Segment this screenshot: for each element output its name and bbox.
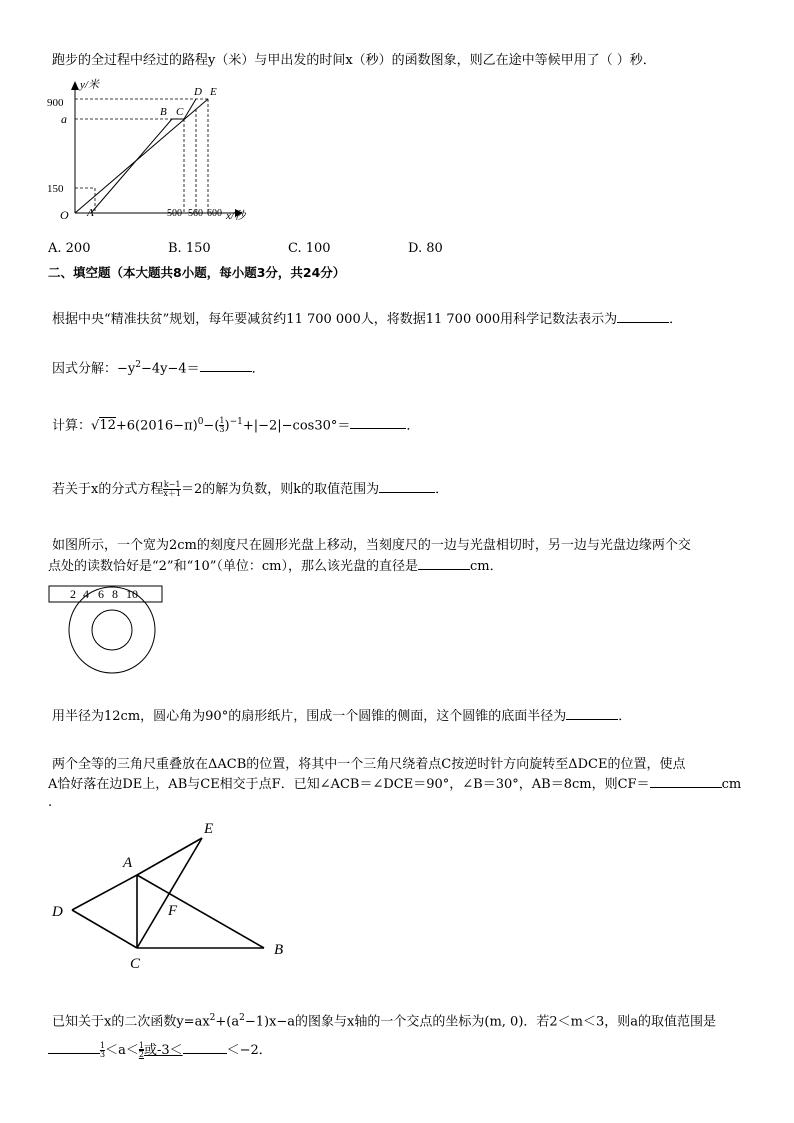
origin-label: O (60, 208, 69, 222)
distance-time-graph (40, 78, 270, 228)
tri-point-b: B (274, 942, 284, 958)
ruler-disc-figure (48, 584, 168, 694)
q7-line2-text: A恰好落在边DE上，AB与CE相交于点F．已知∠ACB＝∠DCE＝90°，∠B＝30°，AB＝8cm，则CF＝ (48, 777, 650, 792)
q8-post: −1)x−a的图象与x轴的一个交点的坐标为(m, 0)．若2＜m＜3，则a的取值范围是 (244, 1014, 717, 1030)
q2-exp: 2 (135, 360, 141, 370)
q8-frac-a: $\frac{1}{3}$ (100, 1041, 106, 1059)
question-3: 计算：$√12+6(2016-\pi)^0-$( $\frac{1}{3}$ )$^{-1}$+|−2|−cos30°＝ ． (52, 416, 420, 435)
q3-a: +6(2016−π) (115, 418, 198, 434)
answer-blank-3[interactable] (350, 416, 406, 429)
x-axis-label: x/秒 (226, 210, 245, 222)
q3-c-exp: −1 (229, 417, 243, 427)
answer-blank-5[interactable] (418, 557, 470, 570)
q8-exp1: 2 (209, 1013, 216, 1023)
point-b-label: B (160, 106, 167, 118)
question-1-text: 根据中央“精准扶贫”规划，每年要减贫约11 700 000人，将数据11 700 000用科学记数法表示为 (52, 312, 618, 327)
answer-blank-8b[interactable] (183, 1041, 227, 1054)
point-e-label: E (210, 86, 217, 98)
question-6: 用半径为12cm，圆心角为90°的扇形纸片，围成一个圆锥的侧面，这个圆锥的底面半径为 ． (52, 709, 632, 724)
y-tick-a: a (61, 112, 67, 126)
question-5-line1: 如图所示，一个宽为2cm的刻度尺在圆形光盘上移动，当刻度尺的一边与光盘相切时，另一边与光盘边缘两个交 (52, 538, 691, 553)
ruler-label-4: 4 (83, 587, 89, 601)
point-d-label: D (194, 86, 202, 98)
answer-blank-8a[interactable] (48, 1041, 100, 1054)
answer-blank-2[interactable] (200, 359, 252, 372)
q4-pre: 若关于x的分式方程 (52, 482, 164, 497)
ruler-label-10: 10 (126, 587, 138, 601)
tri-point-c: C (130, 956, 141, 972)
q2-pre: 因式分解：−y (52, 361, 136, 377)
q8-ans-mid: ＜a＜ (105, 1043, 139, 1058)
q5-line2-text: 点处的读数恰好是“2”和“10”（单位：cm），那么该光盘的直径是 (48, 559, 419, 574)
q4-fraction: $\frac{k-1}{x+1}$ (163, 480, 181, 498)
x-tick-560: 560 (188, 208, 203, 219)
tri-point-f: F (168, 903, 178, 919)
ruler-label-8: 8 (112, 587, 118, 601)
q3-d: +|−2|−cos30°＝ (242, 418, 351, 434)
q8-ans-end: ＜−2 (226, 1043, 259, 1058)
question-2: 因式分解：$-y^2-4y-4=$ ． (52, 360, 265, 377)
y-tick-900: 900 (47, 97, 64, 109)
question-7-line2 (48, 775, 741, 794)
q6-text: 用半径为12cm，圆心角为90°的扇形纸片，围成一个圆锥的侧面，这个圆锥的底面半径为 (52, 709, 567, 724)
y-axis-label: y/米 (80, 79, 99, 91)
answer-blank-7[interactable] (650, 775, 722, 788)
q3-radicand: 12 (99, 418, 116, 434)
question-8-line1 (52, 1009, 716, 1031)
question-intro: 跑步的全过程中经过的路程y（米）与甲出发的时间x（秒）的函数图象，则乙在途中等候甲用了（ ）秒． (52, 53, 656, 68)
question-8-line2 (48, 1041, 272, 1060)
question-4: 若关于x的分式方程 $\frac{k-1}{x+1}$ ＝2的解为负数，则k的取值范围为 ． (52, 480, 449, 498)
q3-c: ) (224, 418, 230, 434)
question-1: 根据中央“精准扶贫”规划，每年要减贫约11 700 000人，将数据11 700 000用科学记数法表示为 ． (52, 312, 683, 327)
tri-point-a: A (123, 855, 133, 871)
ruler-label-6: 6 (98, 587, 104, 601)
option-b[interactable]: B. 150 (168, 241, 211, 256)
q5-unit: cm． (470, 559, 503, 574)
q3-fraction: $\frac{1}{3}$ (219, 416, 225, 435)
tri-point-d: D (52, 904, 63, 920)
q3-pre: 计算： (52, 418, 92, 434)
point-a-label: A (87, 207, 94, 219)
q4-post: ＝2的解为负数，则k的取值范围为 (180, 482, 380, 497)
q8-exp2: 2 (239, 1013, 245, 1023)
q2-post: −4y−4＝ (140, 361, 200, 377)
q8-ans-or: 或-3＜ (143, 1043, 183, 1058)
q3-a-exp: 0 (197, 417, 204, 427)
point-c-label: C (176, 106, 184, 118)
y-tick-150: 150 (47, 183, 64, 195)
q8-pre: 已知关于x的二次函数y=ax (52, 1014, 210, 1030)
question-7-line1: 两个全等的三角尺重叠放在ΔACB的位置，将其中一个三角尺绕着点C按逆时针方向旋转至ΔDCE的位置，使点 (52, 757, 686, 772)
x-tick-500: 500 (167, 208, 182, 219)
option-c[interactable]: C. 100 (288, 241, 331, 256)
option-a[interactable]: A. 200 (48, 241, 91, 256)
question-7-line3: . (48, 795, 53, 810)
section-header: 二、填空题（本大题共8小题，每小题3分，共24分） (48, 265, 346, 280)
x-tick-600: 600 (207, 208, 222, 219)
tri-point-e: E (204, 821, 214, 837)
q3-b: −( (203, 418, 220, 434)
question-5-line2 (48, 557, 503, 576)
answer-blank-1[interactable] (617, 310, 669, 323)
q7-unit: cm (721, 777, 742, 792)
q8-frac-b: $\frac{1}{2}$ (138, 1041, 144, 1059)
sqrt-icon: √ (91, 418, 100, 434)
answer-blank-6[interactable] (566, 707, 618, 720)
option-d[interactable]: D. 80 (408, 241, 443, 256)
q8-mid: +(a (215, 1014, 240, 1030)
ruler-label-2: 2 (70, 587, 76, 601)
answer-blank-4[interactable] (379, 480, 435, 493)
triangle-figure (44, 815, 304, 985)
q8-period: ． (258, 1043, 272, 1058)
